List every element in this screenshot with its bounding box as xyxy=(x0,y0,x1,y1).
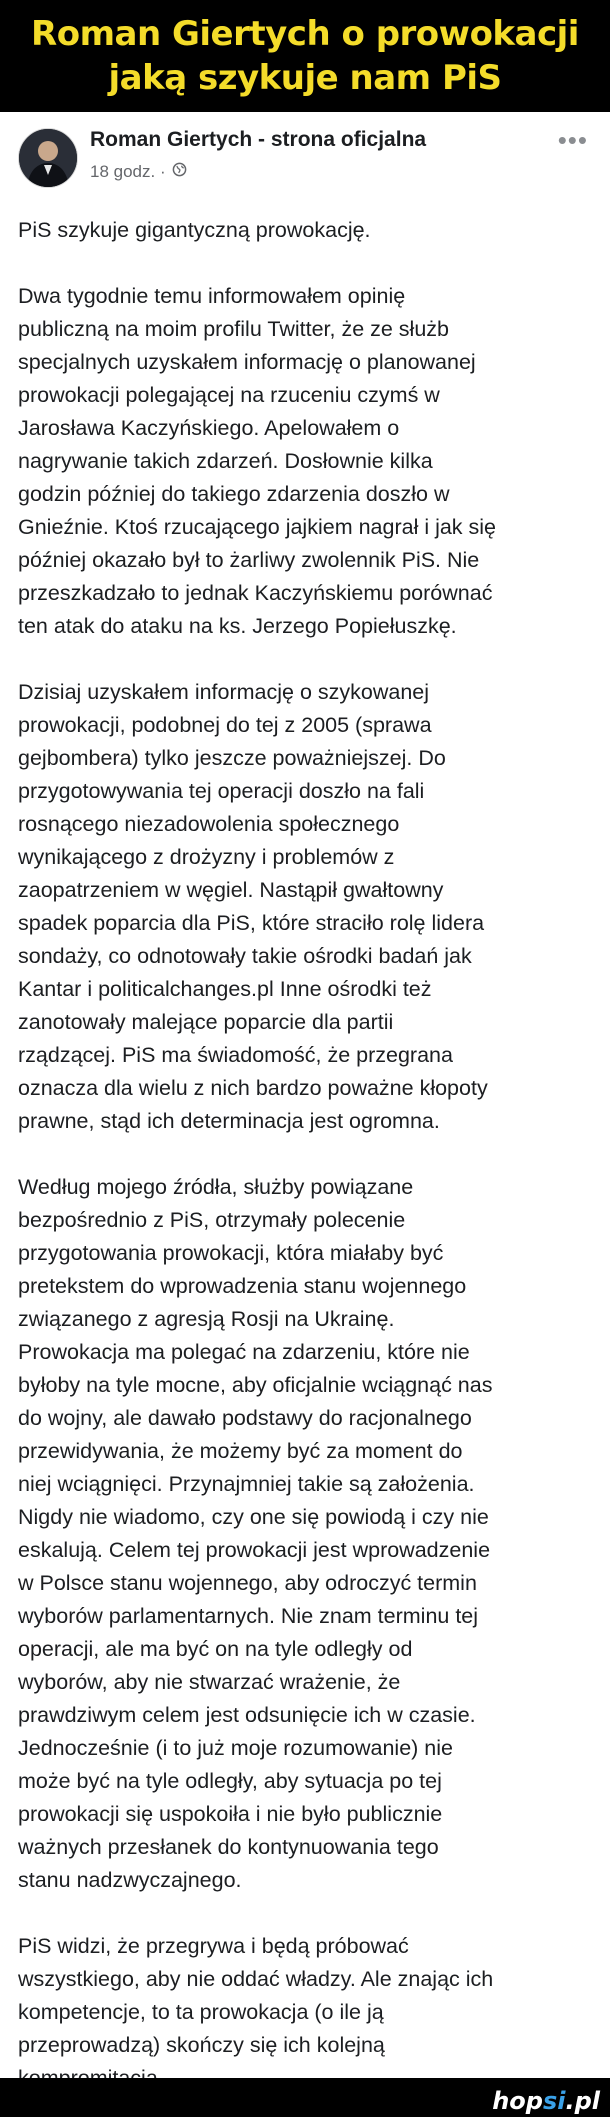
post-paragraph: Dzisiaj uzyskałem informację o szykowanej prowokacji, podobnej do tej z 2005 (sprawa gejbombera) tylko jeszcze poważniejszej. Do przygotowywania tej operacji doszło na fali rosnącego niezadowolenia społecznego wynikającego z drożyzny i problemów z zaopatrzeniem w węgiel. Nastąpił gwałtowny spadek poparcia dla PiS, które straciło rolę lidera sondaży, co odnotowały takie ośrodki badań jak Kantar i politicalchanges.pl Inne ośrodki też zanotowały malejące poparcie dla partii rządzącej. PiS ma świadomość, że przegrana oznacza dla wielu z nich bardzo poważne kłopoty prawne, stąd ich determinacja jest ogromna. xyxy=(18,680,488,1133)
post-paragraph: PiS widzi, że przegrywa i będą próbować wszystkiego, aby nie oddać władzy. Ale znając ich kompetencje, to ta prowokacja (o ile ją przeprowadzą) skończy się ich kolejną xyxy=(18,1934,494,2057)
globe-icon xyxy=(172,162,187,182)
more-options-icon[interactable]: ••• xyxy=(557,125,588,155)
post-time[interactable]: 18 godz. · xyxy=(90,162,166,181)
meme-header xyxy=(0,0,610,112)
post-meta xyxy=(90,162,187,182)
watermark-text-suffix: .pl xyxy=(565,2087,600,2115)
site-watermark xyxy=(492,2087,600,2115)
post-body xyxy=(18,214,596,2128)
post-paragraph: PiS szykuje gigantyczną prowokację. xyxy=(18,218,371,242)
meme-title-line-1: Roman Giertych o prowokacji xyxy=(31,14,579,54)
post-paragraph: Według mojego źródła, służby powiązane bezpośrednio z PiS, otrzymały polecenie przygotowania prowokacji, która miałaby być pretekstem do wprowadzenia stanu wojennego związanego z agresją Rosji na Ukrainę. Prowokacja ma polegać na zdarzeniu, które nie byłoby na tyle mocne, aby oficjalnie wciągnąć nas do wojny, ale dawało podstawy do racjonalnego przewidywania, że możemy być za moment do niej wciągnięci. Przynajmniej takie są założenia. Nigdy nie wiadomo, czy one się powiodą i czy nie eskalują. Celem tej prowokacji jest wprowadzenie w Polsce stanu wojennego, aby odroczyć termin wyborów parlamentarnych. Nie znam terminu tej operacji, ale ma być on na tyle odległy od wyborów, aby nie stwarzać wrażenie, że prawdziwym celem jest odsunięcie ich w czasie. Jednocześnie (i to już moje rozumowanie) nie może być na tyle odległy, aby sytuacja po tej prowokacji się uspokoiła i nie było publicznie ważnych przesłanek do kontynuowania tego stanu nadzwyczajnego. xyxy=(18,1175,493,1892)
avatar[interactable] xyxy=(18,128,78,188)
page-name-link[interactable]: Roman Giertych - strona oficjalna xyxy=(90,128,427,151)
watermark-text-main: hop xyxy=(492,2087,543,2115)
facebook-post xyxy=(0,112,610,2078)
meme-title-line-2: jaką szykuje nam PiS xyxy=(108,58,502,98)
post-paragraph: Dwa tygodnie temu informowałem opinię publiczną na moim profilu Twitter, że ze służb specjalnych uzyskałem informację o planowanej prowokacji polegającej na rzuceniu czymś w Jarosława Kaczyńskiego. Apelowałem o nagrywanie takich zdarzeń. Dosłownie kilka godzin później do takiego zdarzenia doszło w Gnieźnie. Ktoś rzucającego jajkiem nagrał i jak się później okazało był to żarliwy zwolennik PiS. Nie przeszkadzało to jednak Kaczyńskiemu porównać ten atak do ataku na ks. Jerzego Popiełuszkę. xyxy=(18,284,497,638)
watermark-text-accent: si xyxy=(542,2087,566,2115)
footer-bar xyxy=(0,2078,610,2117)
